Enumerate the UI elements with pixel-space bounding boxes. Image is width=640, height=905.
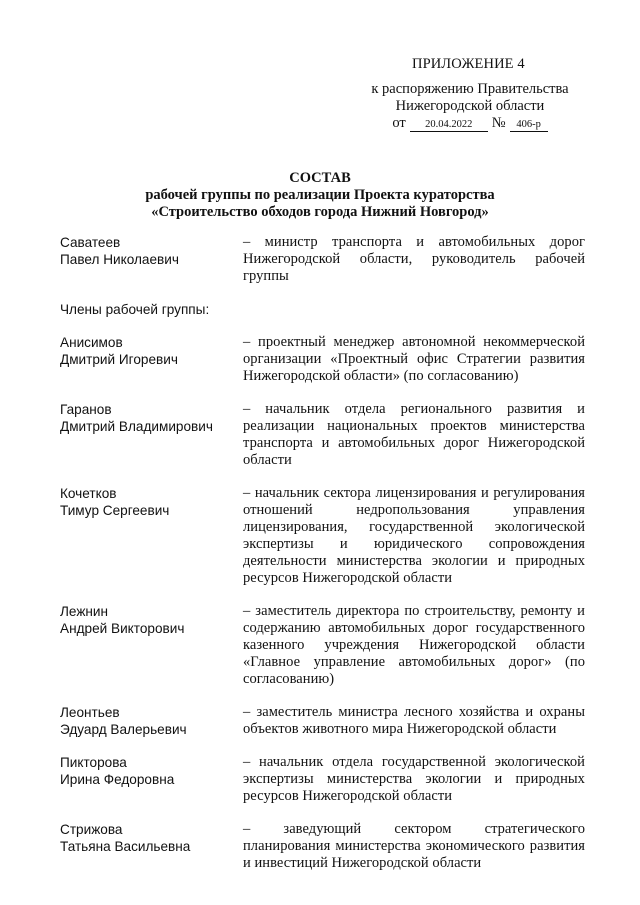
member-role: – начальник сектора лицензирования и регулирования отношений недропользования управления лицензирования, государственной экологической экспертизы и юридического сопровождения деятельности министерства экологии и природных ресурсов Нижегородской области [243,485,585,586]
decree-reference [355,81,585,132]
member-name [60,821,243,872]
member-given-name: Андрей Викторович [60,621,185,636]
document-title [60,170,580,221]
member-name [60,603,243,688]
members-list [60,234,585,888]
member-surname: Пикторова [60,755,127,770]
member-row [60,401,585,469]
title-line-1: СОСТАВ [289,170,351,186]
from-label: от [392,115,406,131]
member-given-name: Тимур Сергеевич [60,503,170,518]
member-given-name: Дмитрий Игоревич [60,352,178,367]
member-row [60,704,585,738]
member-role: – начальник отдела регионального развития и реализации национальных проектов министерства транспорта и автомобильных дорог Нижегородской области [243,401,585,468]
member-name [60,704,243,738]
member-role: – проектный менеджер автономной некоммерческой организации «Проектный офис Стратегии развития Нижегородской области» (по согласованию) [243,334,585,384]
member-row [60,485,585,587]
decree-line-2: Нижегородской области [395,98,545,114]
member-surname: Анисимов [60,335,123,350]
decree-number: 406-р [510,119,548,132]
member-row [60,603,585,688]
decree-date: 20.04.2022 [410,119,488,132]
member-given-name: Эдуард Валерьевич [60,722,187,737]
member-name [60,401,243,469]
member-given-name: Дмитрий Владимирович [60,419,213,434]
decree-line-1: к распоряжению Правительства [371,81,569,97]
member-surname: Гаранов [60,402,112,417]
member-surname: Кочетков [60,486,117,501]
title-line-3: «Строительство обходов города Нижний Новгород» [151,204,489,220]
member-row [60,754,585,805]
leader-surname: Саватеев [60,235,121,250]
member-name [60,485,243,587]
decree-date-number [355,115,585,132]
member-given-name: Ирина Федоровна [60,772,175,787]
members-heading: Члены рабочей группы: [60,302,210,317]
member-surname: Леонтьев [60,705,120,720]
member-name [60,754,243,805]
leader-role: – министр транспорта и автомобильных дорог Нижегородской области, руководитель рабочей группы [243,234,585,284]
leader-given-name: Павел Николаевич [60,252,179,267]
title-line-2: рабочей группы по реализации Проекта кураторства [145,187,495,203]
member-name [60,334,243,385]
appendix-label: ПРИЛОЖЕНИЕ 4 [412,56,525,72]
member-role: – заместитель министра лесного хозяйства и охраны объектов животного мира Нижегородской области [243,704,585,737]
leader-row [60,234,585,285]
number-label: № [491,115,506,131]
member-surname: Лежнин [60,604,109,619]
member-given-name: Татьяна Васильевна [60,839,191,854]
member-row [60,821,585,872]
member-row [60,334,585,385]
member-role: – заместитель директора по строительству, ремонту и содержанию автомобильных дорог государственного казенного учреждения Нижегородской области «Главное управление автомобильных дорог» (по согласованию) [243,603,585,687]
leader-name [60,234,243,285]
member-role: – заведующий сектором стратегического планирования министерства экономического развития и инвестиций Нижегородской области [243,821,585,871]
member-role: – начальник отдела государственной экологической экспертизы министерства экологии и природных ресурсов Нижегородской области [243,754,585,804]
member-surname: Стрижова [60,822,123,837]
